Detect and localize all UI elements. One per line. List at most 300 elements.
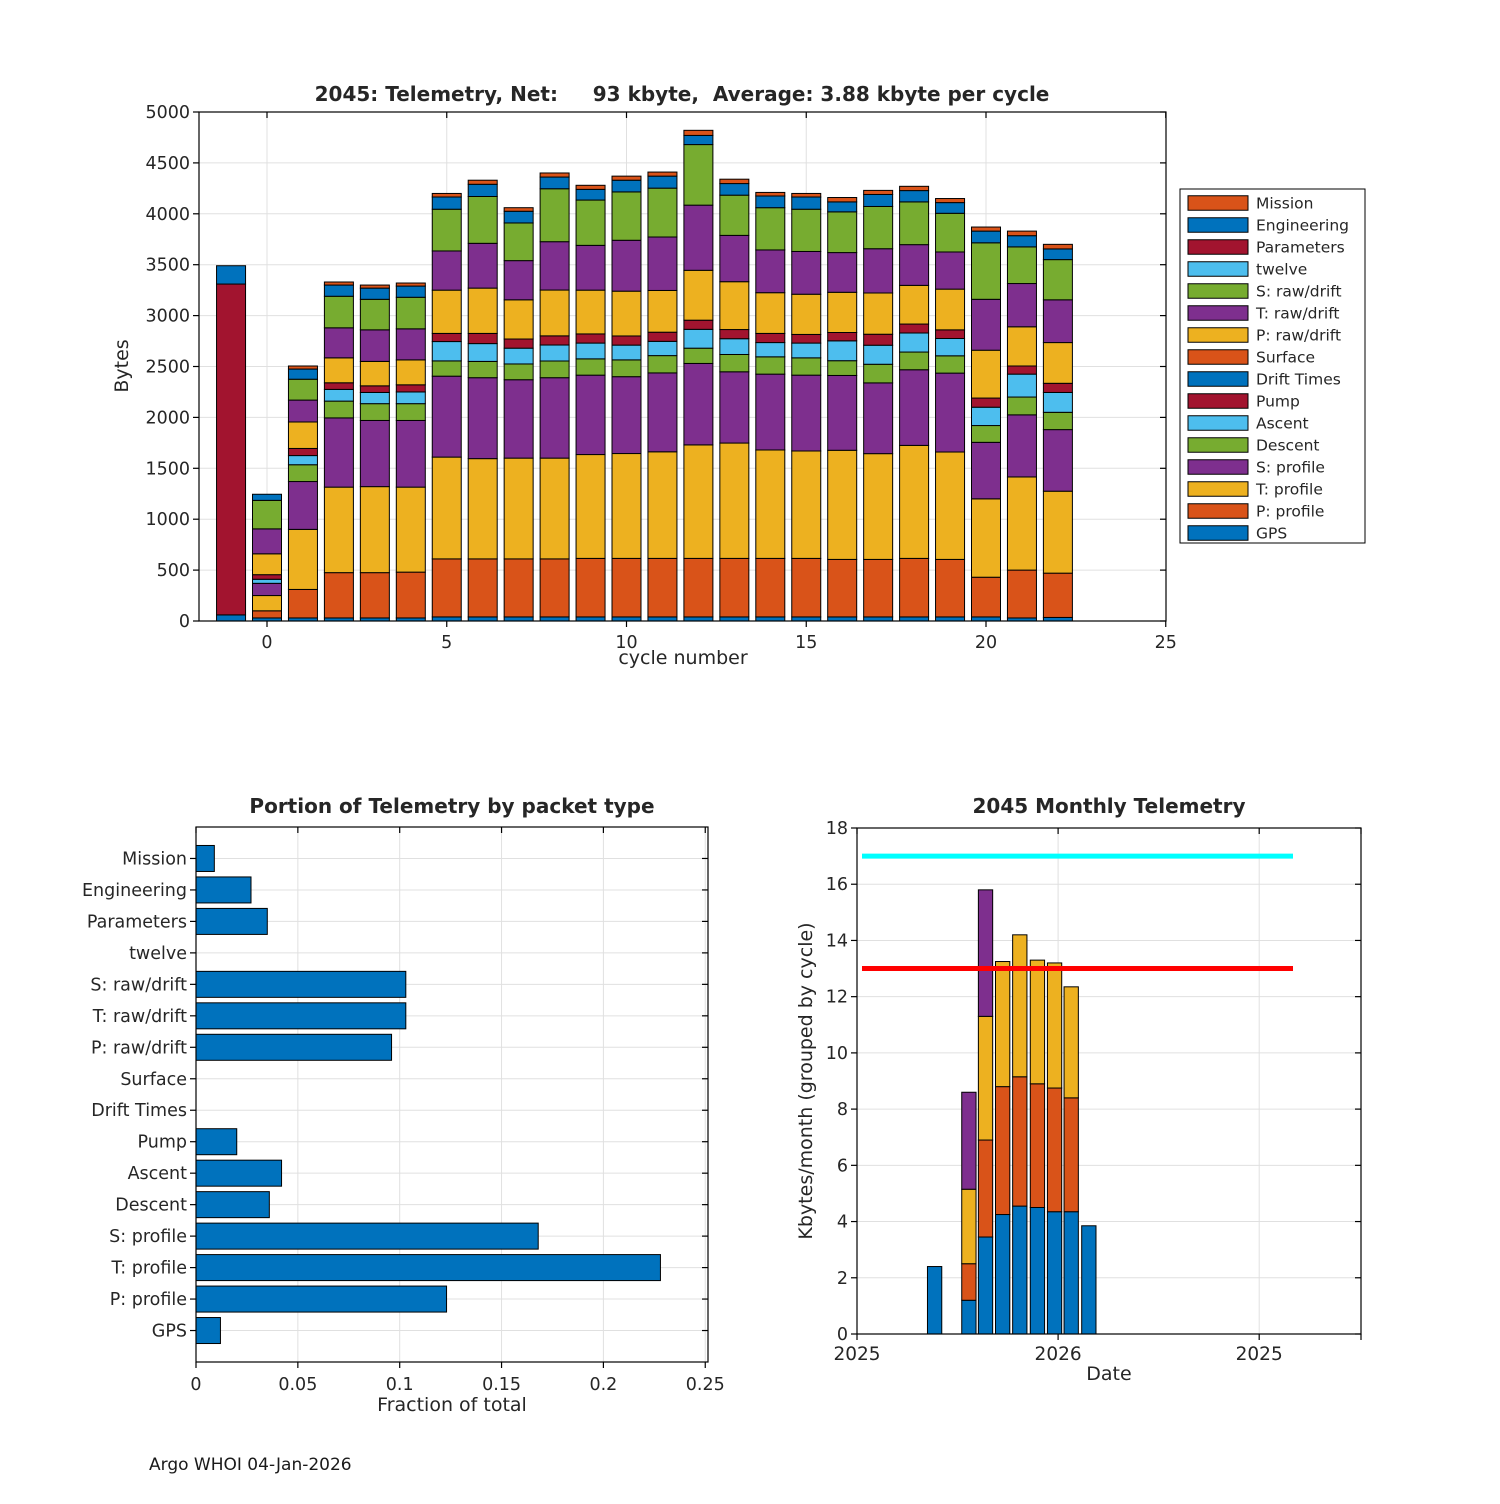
- telemetry-bar-segment: [972, 243, 1001, 299]
- telemetry-bar-segment: [756, 250, 785, 293]
- telemetry-bar-segment: [504, 617, 533, 621]
- legend-swatch: [1188, 438, 1248, 453]
- monthly-bar-segment: [962, 1189, 976, 1263]
- telemetry-bar-segment: [684, 558, 713, 617]
- telemetry-bar-segment: [828, 198, 857, 202]
- telemetry-bar-segment: [936, 203, 965, 214]
- telemetry-bar-segment: [1007, 247, 1036, 284]
- telemetry-bar-segment: [504, 458, 533, 559]
- telemetry-bar-segment: [792, 251, 821, 294]
- telemetry-bar-segment: [936, 252, 965, 289]
- legend-swatch: [1188, 284, 1248, 299]
- telemetry-bar-segment: [576, 245, 605, 290]
- telemetry-bar-segment: [504, 559, 533, 617]
- telemetry-bar-segment: [972, 617, 1001, 621]
- telemetry-bar-segment: [288, 482, 317, 530]
- legend-swatch: [1188, 262, 1248, 277]
- telemetry-bar-segment: [864, 249, 893, 293]
- telemetry-bar-segment: [288, 369, 317, 379]
- category-label: P: raw/drift: [90, 1038, 187, 1059]
- telemetry-bar-segment: [396, 385, 425, 392]
- telemetry-bar-segment: [1007, 236, 1036, 247]
- telemetry-bar-segment: [576, 343, 605, 359]
- fraction-bar: [196, 1223, 538, 1249]
- tick-label: 3000: [145, 306, 190, 327]
- telemetry-bar-segment: [972, 231, 1001, 243]
- legend-swatch: [1188, 460, 1248, 475]
- category-label: Surface: [120, 1069, 187, 1090]
- telemetry-bar-segment: [432, 209, 461, 251]
- telemetry-bar-segment: [468, 243, 497, 288]
- telemetry-bar-segment: [648, 290, 677, 332]
- telemetry-bar-segment: [972, 577, 1001, 617]
- monthly-bar-segment: [978, 1237, 992, 1334]
- telemetry-bar-segment: [936, 452, 965, 559]
- telemetry-bar-segment: [684, 348, 713, 363]
- telemetry-bar-segment: [864, 293, 893, 334]
- telemetry-bar-segment: [648, 558, 677, 617]
- telemetry-bar-segment: [684, 130, 713, 135]
- tick-label: 4500: [145, 153, 190, 174]
- tick-label: 12: [825, 987, 848, 1008]
- monthly-bar-segment: [1047, 1088, 1061, 1212]
- telemetry-bar-segment: [540, 559, 569, 617]
- tick-label: 0: [836, 1325, 848, 1345]
- telemetry-bar-segment: [468, 617, 497, 621]
- telemetry-bar-segment: [468, 459, 497, 559]
- telemetry-bar-segment: [1007, 327, 1036, 366]
- legend-label: GPS: [1256, 524, 1288, 543]
- telemetry-bar-segment: [612, 360, 641, 377]
- category-label: Ascent: [127, 1164, 187, 1185]
- telemetry-bar-segment: [540, 617, 569, 621]
- telemetry-bar-segment: [612, 617, 641, 621]
- telemetry-bar-segment: [936, 289, 965, 330]
- telemetry-bar-segment: [792, 334, 821, 343]
- telemetry-bar-segment: [432, 193, 461, 197]
- legend-swatch: [1188, 526, 1248, 541]
- telemetry-bar-segment: [1043, 343, 1072, 384]
- telemetry-bar-segment: [540, 189, 569, 242]
- telemetry-bar-segment: [432, 559, 461, 617]
- telemetry-bar-segment: [900, 558, 929, 617]
- telemetry-bar-segment: [720, 235, 749, 281]
- tick-label: 5000: [145, 103, 190, 123]
- monthly-bar-segment: [1064, 987, 1078, 1098]
- tick-label: 6: [836, 1156, 848, 1177]
- telemetry-bar-segment: [972, 350, 1001, 398]
- telemetry-bar-segment: [648, 341, 677, 355]
- telemetry-bar-segment: [900, 191, 929, 202]
- telemetry-bar-segment: [468, 184, 497, 196]
- telemetry-bar-segment: [1043, 300, 1072, 343]
- telemetry-bar-segment: [360, 361, 389, 385]
- telemetry-bar-segment: [900, 445, 929, 558]
- telemetry-bar-segment: [468, 344, 497, 362]
- telemetry-bar-segment: [612, 454, 641, 559]
- telemetry-bar-segment: [504, 364, 533, 380]
- telemetry-bar-segment: [360, 299, 389, 330]
- monthly-bar-segment: [978, 1016, 992, 1140]
- monthly-bar-segment: [978, 890, 992, 1017]
- telemetry-bar-segment: [1043, 383, 1072, 392]
- telemetry-bar-segment: [468, 333, 497, 343]
- category-label: T: raw/drift: [92, 1006, 187, 1027]
- telemetry-bar-segment: [864, 334, 893, 345]
- telemetry-bar-segment: [468, 196, 497, 243]
- telemetry-bar-segment: [972, 442, 1001, 498]
- tick-label: 18: [825, 819, 848, 839]
- telemetry-x-axis-label: cycle number: [618, 647, 748, 669]
- telemetry-bar-segment: [360, 404, 389, 421]
- telemetry-bar-segment: [253, 611, 282, 618]
- telemetry-bar-segment: [540, 336, 569, 345]
- telemetry-bar-segment: [756, 196, 785, 208]
- monthly-bar-segment: [1047, 963, 1061, 1088]
- telemetry-bar-segment: [828, 212, 857, 253]
- telemetry-bar-segment: [1043, 430, 1072, 492]
- telemetry-bar-segment: [253, 596, 282, 611]
- telemetry-bar-segment: [504, 380, 533, 458]
- telemetry-bar-segment: [432, 617, 461, 621]
- legend-label: twelve: [1256, 260, 1308, 279]
- telemetry-bar-segment: [396, 297, 425, 329]
- telemetry-bar-segment: [792, 193, 821, 197]
- telemetry-bar-segment: [828, 617, 857, 621]
- telemetry-bar-segment: [1043, 412, 1072, 429]
- fraction-bar: [196, 1160, 282, 1186]
- telemetry-bar-segment: [720, 195, 749, 235]
- telemetry-bar-segment: [288, 448, 317, 455]
- telemetry-bar-segment: [324, 487, 353, 573]
- telemetry-bar-segment: [540, 458, 569, 559]
- legend-swatch: [1188, 416, 1248, 431]
- telemetry-bar-segment: [324, 418, 353, 487]
- telemetry-bar-segment: [1007, 231, 1036, 236]
- telemetry-bar-segment: [288, 529, 317, 589]
- legend-swatch: [1188, 394, 1248, 409]
- telemetry-bar-segment: [288, 465, 317, 482]
- telemetry-bar-segment: [792, 209, 821, 251]
- legend-label: Descent: [1256, 436, 1320, 455]
- telemetry-bar-segment: [972, 398, 1001, 407]
- telemetry-bar-segment: [756, 374, 785, 450]
- fraction-bar: [196, 1129, 237, 1155]
- tick-label: 4: [836, 1212, 848, 1233]
- telemetry-bar-segment: [792, 558, 821, 617]
- telemetry-bar-segment: [253, 575, 282, 580]
- telemetry-bar-segment: [576, 290, 605, 334]
- telemetry-bar-segment: [324, 383, 353, 390]
- telemetry-bar-segment: [648, 176, 677, 188]
- monthly-bar-segment: [1082, 1226, 1096, 1334]
- telemetry-bar-segment: [648, 332, 677, 341]
- monthly-bar-segment: [1064, 1212, 1078, 1334]
- telemetry-bar-segment: [972, 499, 1001, 577]
- category-label: Pump: [137, 1132, 187, 1153]
- telemetry-bar-segment: [504, 223, 533, 261]
- fraction-x-axis-label: Fraction of total: [377, 1394, 527, 1416]
- telemetry-bar-segment: [1007, 366, 1036, 374]
- monthly-bar-segment: [962, 1092, 976, 1189]
- telemetry-bar-segment: [540, 290, 569, 336]
- telemetry-bar-segment: [720, 617, 749, 621]
- telemetry-bar-segment: [576, 189, 605, 200]
- telemetry-bar-segment: [324, 328, 353, 358]
- category-label: Descent: [115, 1195, 187, 1216]
- monthly-bar-segment: [927, 1267, 941, 1334]
- telemetry-bar-segment: [396, 487, 425, 572]
- monthly-bar-segment: [962, 1264, 976, 1301]
- tick-label: 2500: [145, 357, 190, 378]
- fraction-bar: [196, 877, 251, 903]
- legend-label: P: profile: [1256, 502, 1325, 521]
- fraction-bar: [196, 1003, 406, 1029]
- telemetry-bar-segment: [288, 400, 317, 422]
- telemetry-bar-segment: [684, 363, 713, 444]
- telemetry-bar-segment: [720, 443, 749, 558]
- fraction-bar: [196, 1192, 269, 1218]
- tick-label: 10: [825, 1043, 848, 1064]
- telemetry-bar-segment: [432, 333, 461, 341]
- telemetry-bar-segment: [504, 348, 533, 364]
- telemetry-bar-segment: [936, 199, 965, 203]
- telemetry-bar-segment: [828, 202, 857, 212]
- telemetry-bar-segment: [396, 286, 425, 297]
- telemetry-bar-segment: [648, 452, 677, 559]
- telemetry-bar-segment: [288, 589, 317, 618]
- telemetry-bar-segment: [396, 572, 425, 618]
- telemetry-bar-segment: [864, 454, 893, 560]
- telemetry-bar-segment: [864, 206, 893, 248]
- telemetry-bar-segment: [540, 361, 569, 378]
- telemetry-bar-segment: [1007, 397, 1036, 415]
- telemetry-y-axis-label: Bytes: [111, 339, 133, 393]
- monthly-bar-segment: [996, 1087, 1010, 1215]
- telemetry-bar-segment: [1007, 284, 1036, 327]
- chart-layer: [82, 103, 1365, 1395]
- monthly-bar-segment: [1013, 1077, 1027, 1206]
- legend-label: Ascent: [1256, 414, 1309, 433]
- monthly-bar-segment: [1030, 1208, 1044, 1335]
- telemetry-bar-segment: [900, 186, 929, 190]
- telemetry-bar-segment: [360, 285, 389, 288]
- telemetry-bar-segment: [648, 617, 677, 621]
- fraction-bar: [196, 1034, 392, 1060]
- tick-label: 14: [825, 931, 848, 952]
- telemetry-bar-segment: [612, 176, 641, 180]
- telemetry-bar-segment: [828, 341, 857, 361]
- telemetry-bar-segment: [720, 372, 749, 443]
- telemetry-bar-segment: [972, 299, 1001, 350]
- telemetry-bar-segment: [972, 407, 1001, 425]
- tick-label: 2026: [1034, 1344, 1082, 1365]
- telemetry-bar-segment: [1007, 415, 1036, 477]
- telemetry-bar-segment: [684, 320, 713, 329]
- telemetry-bar-segment: [396, 360, 425, 385]
- telemetry-bar-segment: [828, 332, 857, 340]
- telemetry-bar-segment: [648, 188, 677, 237]
- telemetry-bar-segment: [468, 378, 497, 459]
- telemetry-bar-segment: [504, 339, 533, 348]
- telemetry-bar-segment: [792, 294, 821, 334]
- telemetry-bar-segment: [612, 192, 641, 240]
- telemetry-bar-segment: [324, 285, 353, 296]
- telemetry-bar-segment: [900, 352, 929, 370]
- telemetry-bar-segment: [288, 366, 317, 369]
- tick-label: 0: [178, 612, 190, 632]
- monthly-bar-segment: [996, 962, 1010, 1087]
- telemetry-bar-segment: [864, 345, 893, 364]
- telemetry-bar-segment: [756, 357, 785, 374]
- telemetry-bar-segment: [504, 261, 533, 300]
- telemetry-bar-segment: [432, 342, 461, 361]
- telemetry-bar-segment: [540, 242, 569, 290]
- telemetry-bar-segment: [468, 559, 497, 617]
- category-label: Engineering: [82, 880, 187, 901]
- telemetry-bar-segment: [720, 184, 749, 196]
- telemetry-bar-segment: [792, 358, 821, 375]
- fraction-bar: [196, 971, 406, 997]
- telemetry-bar-segment: [288, 379, 317, 400]
- monthly-bar-segment: [996, 1215, 1010, 1334]
- tick-label: 2000: [145, 408, 190, 429]
- telemetry-bar-segment: [972, 426, 1001, 443]
- tick-label: 1000: [145, 510, 190, 531]
- telemetry-bar-segment: [756, 208, 785, 250]
- telemetry-bar-segment: [792, 197, 821, 209]
- tick-label: 5: [441, 633, 453, 653]
- telemetry-bar-segment: [360, 420, 389, 486]
- legend-label: Parameters: [1256, 238, 1345, 257]
- telemetry-bar-segment: [576, 375, 605, 454]
- telemetry-bar-segment: [684, 205, 713, 270]
- legend-swatch: [1188, 372, 1248, 387]
- monthly-bar-segment: [978, 1140, 992, 1237]
- telemetry-bar-segment: [612, 558, 641, 617]
- telemetry-bar-segment: [828, 559, 857, 617]
- telemetry-bar-segment: [648, 237, 677, 290]
- telemetry-bar-segment: [1007, 570, 1036, 618]
- telemetry-bar-segment: [756, 293, 785, 334]
- telemetry-bar-segment: [288, 422, 317, 448]
- telemetry-bar-segment: [612, 291, 641, 336]
- telemetry-bar-segment: [360, 392, 389, 403]
- telemetry-bar-segment: [324, 401, 353, 418]
- telemetry-bar-segment: [684, 145, 713, 206]
- telemetry-bar-segment: [792, 375, 821, 451]
- telemetry-bar-segment: [936, 339, 965, 356]
- telemetry-bar-segment: [360, 573, 389, 618]
- telemetry-bar-segment: [432, 457, 461, 559]
- telemetry-bar-segment: [648, 172, 677, 176]
- telemetry-bar-segment: [1043, 573, 1072, 617]
- telemetry-bar-segment: [217, 266, 246, 284]
- telemetry-bar-segment: [288, 456, 317, 465]
- telemetry-bar-segment: [1007, 477, 1036, 570]
- fraction-bar: [196, 845, 214, 871]
- tick-label: 25: [1154, 633, 1177, 653]
- telemetry-bar-segment: [253, 554, 282, 575]
- telemetry-bar-segment: [432, 197, 461, 209]
- telemetry-bar-segment: [900, 333, 929, 352]
- telemetry-bar-segment: [432, 361, 461, 376]
- telemetry-bar-segment: [936, 559, 965, 617]
- category-label: twelve: [129, 943, 187, 964]
- telemetry-bar-segment: [864, 194, 893, 206]
- telemetry-bar-segment: [360, 487, 389, 573]
- category-label: Mission: [122, 849, 187, 870]
- telemetry-bar-segment: [792, 617, 821, 621]
- telemetry-bar-segment: [253, 529, 282, 554]
- tick-label: 20: [974, 633, 998, 653]
- telemetry-bar-segment: [684, 135, 713, 144]
- telemetry-bar-segment: [648, 373, 677, 452]
- telemetry-bar-segment: [720, 354, 749, 371]
- legend-swatch: [1188, 350, 1248, 365]
- telemetry-bar-segment: [684, 329, 713, 348]
- telemetry-bar-segment: [217, 615, 246, 621]
- legend-swatch: [1188, 482, 1248, 497]
- telemetry-bar-segment: [1007, 374, 1036, 397]
- legend-label: Mission: [1256, 194, 1314, 213]
- telemetry-bar-segment: [864, 383, 893, 454]
- legend-label: Drift Times: [1256, 370, 1341, 389]
- telemetry-bar-segment: [217, 284, 246, 615]
- legend-label: Engineering: [1256, 216, 1349, 235]
- tick-label: 2025: [833, 1344, 881, 1365]
- telemetry-bar-segment: [360, 288, 389, 299]
- monthly-chart-title: 2045 Monthly Telemetry: [972, 794, 1246, 818]
- telemetry-bar-segment: [828, 450, 857, 559]
- telemetry-bar-segment: [432, 376, 461, 457]
- category-label: S: raw/drift: [90, 975, 187, 996]
- telemetry-bar-segment: [396, 283, 425, 286]
- legend-label: Pump: [1256, 392, 1300, 411]
- telemetry-bar-segment: [324, 358, 353, 383]
- telemetry-bar-segment: [936, 330, 965, 339]
- telemetry-bar-segment: [576, 617, 605, 621]
- telemetry-bar-segment: [360, 330, 389, 362]
- telemetry-bar-segment: [900, 245, 929, 286]
- telemetry-bar-segment: [864, 190, 893, 194]
- telemetry-bar-segment: [396, 404, 425, 421]
- telemetry-bar-segment: [504, 211, 533, 223]
- tick-label: 2: [836, 1268, 848, 1289]
- telemetry-bar-segment: [900, 202, 929, 245]
- telemetry-bar-segment: [1043, 491, 1072, 573]
- telemetry-bar-segment: [432, 290, 461, 333]
- tick-label: 0.15: [482, 1375, 522, 1395]
- telemetry-bar-segment: [253, 583, 282, 595]
- legend-swatch: [1188, 328, 1248, 343]
- telemetry-bar-segment: [756, 343, 785, 357]
- telemetry-bar-segment: [468, 361, 497, 377]
- telemetry-bar-segment: [432, 251, 461, 290]
- monthly-bar-segment: [1030, 960, 1044, 1084]
- telemetry-bar-segment: [756, 558, 785, 617]
- telemetry-bar-segment: [900, 617, 929, 621]
- telemetry-bar-segment: [612, 377, 641, 454]
- tick-label: 3500: [145, 255, 190, 276]
- telemetry-bar-segment: [756, 617, 785, 621]
- legend-label: P: raw/drift: [1256, 326, 1342, 345]
- category-label: P: profile: [109, 1290, 187, 1311]
- telemetry-bar-segment: [253, 579, 282, 583]
- telemetry-bar-segment: [828, 292, 857, 332]
- telemetry-bar-segment: [936, 213, 965, 252]
- telemetry-bar-segment: [936, 356, 965, 373]
